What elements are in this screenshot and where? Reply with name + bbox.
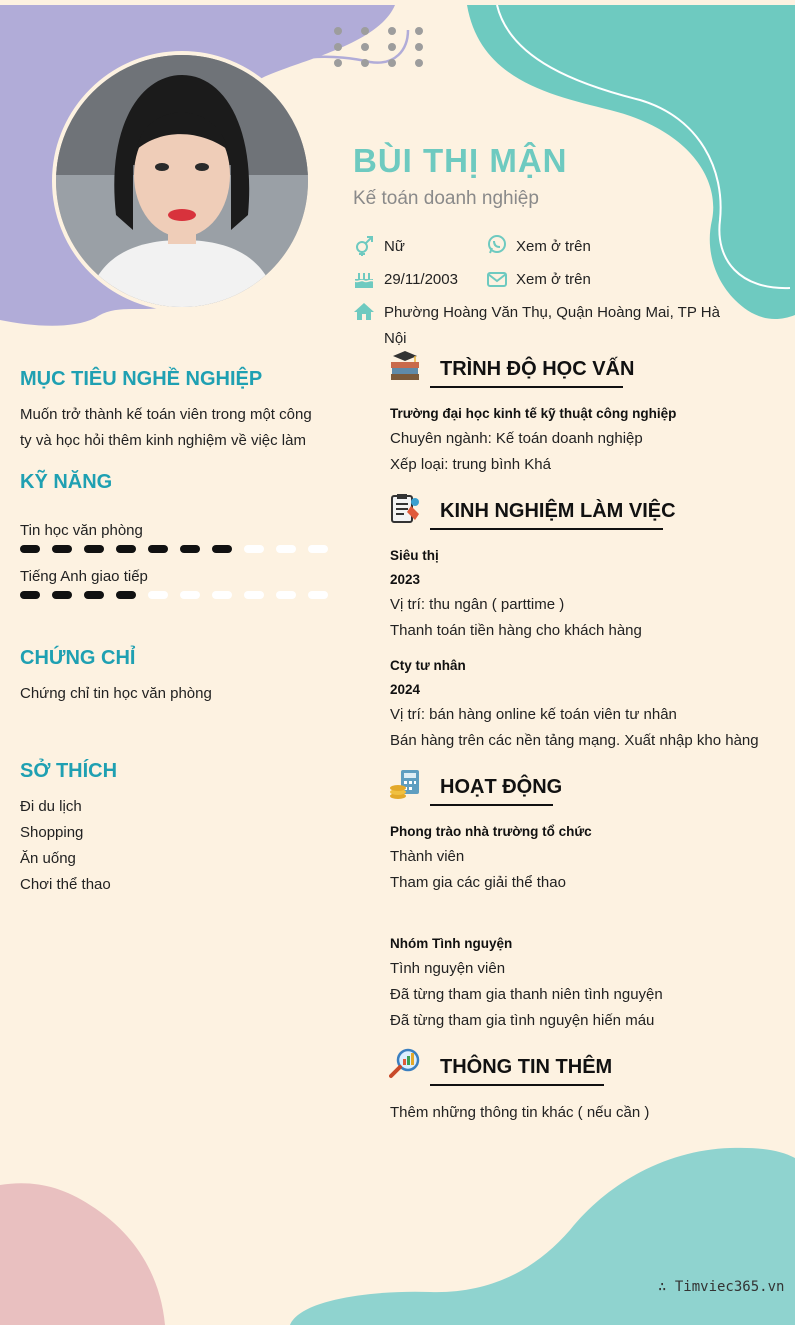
hobbies-heading: SỞ THÍCH: [20, 760, 118, 782]
skills-heading: KỸ NĂNG: [20, 471, 113, 493]
job-position: Vị trí: thu ngân ( parttime ): [390, 596, 565, 613]
skill-dash-filled: [116, 545, 136, 553]
activity-org: Nhóm Tình nguyện: [390, 936, 513, 951]
avatar: [56, 55, 308, 307]
extra-heading-underline: [430, 1084, 604, 1086]
address-line-2: Nội: [384, 330, 407, 347]
hobby-item: Shopping: [20, 824, 84, 841]
magnifier-chart-icon: [389, 1047, 421, 1079]
activity-org: Phong trào nhà trường tổ chức: [390, 824, 592, 839]
clipboard-icon: [389, 492, 421, 524]
skill-dash-empty: [244, 591, 264, 599]
email-value[interactable]: Xem ở trên: [516, 271, 591, 288]
education-heading-underline: [430, 386, 623, 388]
skill-dash-empty: [180, 591, 200, 599]
experience-heading: KINH NGHIỆM LÀM VIỆC: [440, 500, 676, 522]
job-title: Kế toán doanh nghiệp: [353, 188, 539, 209]
watermark: ∴ Timviec365.vn: [658, 1279, 785, 1295]
skill-dash-empty: [308, 591, 328, 599]
address-line-1: Phường Hoàng Văn Thụ, Quận Hoàng Mai, TP Hà: [384, 304, 720, 321]
graduation-books-icon: [389, 350, 421, 382]
extra-text: Thêm những thông tin khác ( nếu cần ): [390, 1104, 650, 1121]
education-school: Trường đại học kinh tế kỹ thuật công nghiệp: [390, 406, 677, 421]
skill-dash-filled: [84, 545, 104, 553]
skill-dash-filled: [212, 545, 232, 553]
dob-value: 29/11/2003: [384, 271, 458, 288]
job-position: Vị trí: bán hàng online kế toán viên tư nhân: [390, 706, 677, 723]
extra-heading: THÔNG TIN THÊM: [440, 1056, 613, 1078]
activity-detail: Tham gia các giải thể thao: [390, 874, 566, 891]
job-year: 2024: [390, 682, 421, 697]
skill-dash-empty: [276, 591, 296, 599]
skill-rating: [20, 591, 328, 599]
activity-detail: Đã từng tham gia tình nguyện hiến máu: [390, 1012, 655, 1029]
skill-dash-filled: [84, 591, 104, 599]
objective-line-1: Muốn trở thành kế toán viên trong một công: [20, 406, 312, 423]
phone-icon: [486, 234, 508, 256]
home-icon: [353, 301, 375, 323]
objective-heading: MỤC TIÊU NGHỀ NGHIỆP: [20, 368, 263, 390]
job-description: Thanh toán tiền hàng cho khách hàng: [390, 622, 642, 639]
skill-dash-filled: [148, 545, 168, 553]
activities-heading: HOẠT ĐỘNG: [440, 776, 563, 798]
candidate-name: BÙI THỊ MẬN: [353, 142, 568, 179]
email-icon: [486, 268, 508, 290]
education-major: Chuyên ngành: Kế toán doanh nghiệp: [390, 430, 643, 447]
hobby-item: Chơi thể thao: [20, 876, 111, 893]
skill-dash-empty: [308, 545, 328, 553]
activity-detail: Đã từng tham gia thanh niên tình nguyện: [390, 986, 663, 1003]
skill-rating: [20, 545, 328, 553]
skill-dash-filled: [116, 591, 136, 599]
skill-dash-filled: [52, 591, 72, 599]
job-company: Siêu thị: [390, 548, 439, 563]
skill-label: Tin học văn phòng: [20, 522, 143, 539]
skill-dash-empty: [148, 591, 168, 599]
calculator-coins-icon: [389, 768, 421, 800]
skill-label: Tiếng Anh giao tiếp: [20, 568, 148, 585]
activity-role: Tình nguyện viên: [390, 960, 506, 977]
bottom-teal-blob: [290, 1148, 795, 1325]
certificate-item: Chứng chỉ tin học văn phòng: [20, 685, 212, 702]
activity-role: Thành viên: [390, 848, 465, 865]
activities-heading-underline: [430, 804, 553, 806]
hobby-item: Đi du lịch: [20, 798, 82, 815]
job-year: 2023: [390, 572, 421, 587]
birthday-cake-icon: [353, 268, 375, 290]
job-company: Cty tư nhân: [390, 658, 466, 673]
hobby-item: Ăn uống: [20, 850, 76, 867]
objective-line-2: ty và học hỏi thêm kinh nghiệm về việc làm: [20, 432, 306, 449]
bottom-pink-blob: [0, 1183, 165, 1325]
certificates-heading: CHỨNG CHỈ: [20, 647, 136, 669]
gender-icon: [353, 235, 375, 257]
skill-dash-empty: [276, 545, 296, 553]
skill-dash-empty: [212, 591, 232, 599]
skill-dash-filled: [52, 545, 72, 553]
skill-dash-filled: [20, 591, 40, 599]
phone-value[interactable]: Xem ở trên: [516, 238, 591, 255]
gender-value: Nữ: [384, 238, 405, 255]
skill-dash-filled: [180, 545, 200, 553]
experience-heading-underline: [430, 528, 663, 530]
profile-photo: [52, 51, 312, 311]
job-description: Bán hàng trên các nền tảng mạng. Xuất nhập kho hàng: [390, 732, 759, 749]
skill-dash-filled: [20, 545, 40, 553]
education-grade: Xếp loại: trung bình Khá: [390, 456, 551, 473]
skill-dash-empty: [244, 545, 264, 553]
education-heading: TRÌNH ĐỘ HỌC VẤN: [440, 358, 635, 380]
